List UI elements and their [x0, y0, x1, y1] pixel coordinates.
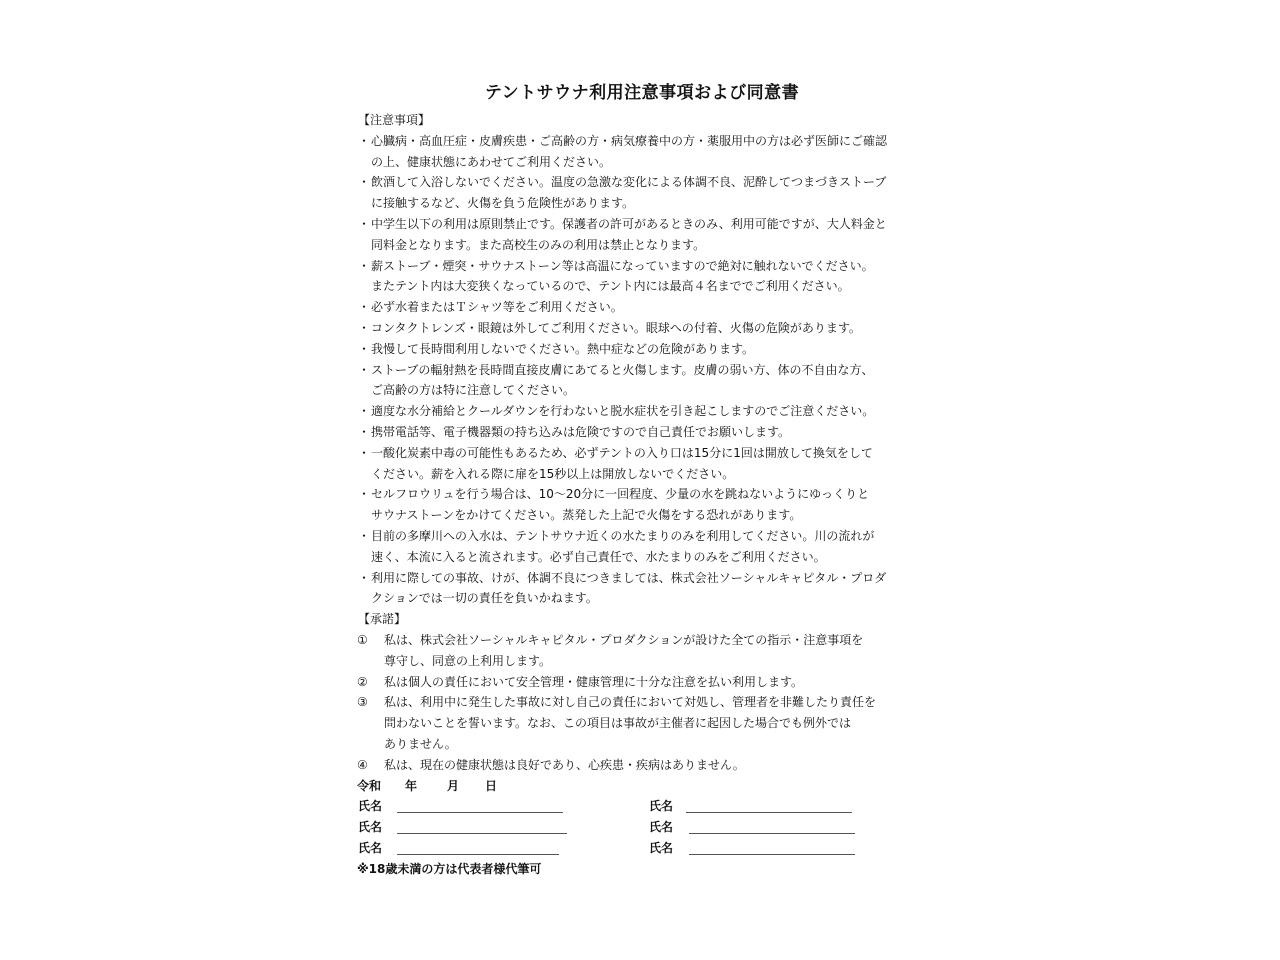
signature-line[interactable] [397, 854, 559, 855]
date-era: 令和 [357, 778, 382, 793]
bullet-mark: ・ [357, 445, 370, 460]
caution-text-continued: またテント内は大変狭くなっているので、テント内には最高４名まででご利用ください。 [371, 279, 850, 294]
caution-item [357, 214, 927, 235]
bullet-mark: ・ [357, 175, 370, 190]
date-year: 年 [405, 778, 418, 793]
caution-item [357, 256, 927, 277]
caution-text: 飲酒して入浴しないでください。温度の急激な変化による体調不良、泥酔してつまづきストーブ [371, 175, 887, 190]
bullet-mark: ・ [357, 487, 370, 502]
bullet-mark: ・ [357, 300, 370, 315]
signature-field-5[interactable] [358, 838, 382, 859]
date-month: 月 [447, 778, 460, 793]
pledge-number: ③ [357, 695, 368, 710]
pledge-item [357, 692, 927, 713]
caution-text: セルフロウリュを行う場合は、10〜20分に一回程度、少量の水を跳ねないようにゆっくりと [371, 487, 870, 502]
signature-line[interactable] [689, 854, 855, 855]
date-row [357, 776, 927, 797]
caution-text: 薪ストーブ・煙突・サウナストーン等は高温になっていますので絶対に触れないでください。 [371, 258, 874, 273]
caution-item [357, 443, 927, 464]
signature-line[interactable] [397, 833, 567, 834]
cautions-heading: 【注意事項】 [358, 113, 431, 127]
caution-item [357, 297, 927, 318]
caution-text-continued: の上、健康状態にあわせてご利用ください。 [371, 154, 612, 169]
caution-item [357, 172, 927, 193]
bullet-mark: ・ [357, 320, 370, 335]
pledge-text: 私は、株式会社ソーシャルキャピタル・プロダクションが設けた全ての指示・注意事項を [384, 632, 864, 647]
signature-field-2[interactable] [649, 796, 673, 817]
caution-item [357, 422, 927, 443]
pledge-item [357, 672, 927, 693]
document-title: テントサウナ利用注意事項および同意書 [484, 83, 800, 103]
bullet-mark: ・ [357, 341, 370, 356]
signature-label: 氏名 [649, 799, 674, 814]
caution-text: 必ず水着またはＴシャツ等をご利用ください。 [371, 300, 623, 315]
minor-note: ※18歳未満の方は代表者様代筆可 [357, 861, 542, 876]
bullet-mark: ・ [357, 528, 370, 543]
pledge-text: 私は個人の責任において安全管理・健康管理に十分な注意を払い利用します。 [384, 674, 804, 689]
pledge-item [357, 755, 927, 776]
bullet-mark: ・ [357, 570, 370, 585]
caution-item [357, 526, 927, 547]
signature-label: 氏名 [649, 820, 674, 835]
pledge-text-continued: 尊守し、同意の上利用します。 [384, 653, 552, 668]
pledge-text: 私は、現在の健康状態は良好であり、心疾患・疾病はありません。 [384, 757, 745, 772]
caution-text-continued: サウナストーンをかけてください。蒸発した上記で火傷をする恐れがあります。 [371, 508, 802, 523]
bullet-mark: ・ [357, 133, 370, 148]
caution-text: 利用に際しての事故、けが、体調不良につきましては、株式会社ソーシャルキャピタル・プロダ [371, 570, 887, 585]
caution-item [357, 401, 927, 422]
bullet-mark: ・ [357, 362, 370, 377]
signature-field-1[interactable] [358, 796, 382, 817]
signature-block [357, 796, 927, 858]
pledge-text: 私は、利用中に発生した事故に対し自己の責任において対処し、管理者を非難したり責任を [384, 695, 877, 710]
signature-label: 氏名 [358, 799, 383, 814]
pledge-text-continued: ありません。 [384, 736, 457, 751]
signature-line[interactable] [689, 833, 855, 834]
caution-text: 携帯電話等、電子機器類の持ち込みは危険ですので自己責任でお願いします。 [371, 424, 791, 439]
caution-text: ストーブの輻射熱を長時間直接皮膚にあてると火傷します。皮膚の弱い方、体の不自由な方、 [371, 362, 874, 377]
pledge-number: ① [357, 632, 368, 647]
caution-text-continued: に接触するなど、火傷を負う危険性があります。 [371, 196, 635, 211]
caution-item [357, 318, 927, 339]
signature-label: 氏名 [649, 840, 674, 855]
caution-item [357, 568, 927, 589]
caution-text: 一酸化炭素中毒の可能性もあるため、必ずテントの入り口は15分に1回は開放して換気をして [371, 445, 873, 460]
consent-heading: 【承諾】 [358, 612, 407, 627]
caution-text: 目前の多摩川への入水は、テントサウナ近くの水たまりのみを利用してください。川の流れが [371, 528, 875, 543]
consent-document [357, 80, 927, 879]
signature-field-4[interactable] [649, 817, 673, 838]
caution-text: 我慢して長時間利用しないでください。熱中症などの危険があります。 [371, 341, 755, 356]
caution-text: 中学生以下の利用は原則禁止です。保護者の許可があるときのみ、利用可能ですが、大人料金と [371, 216, 887, 231]
signature-field-3[interactable] [358, 817, 382, 838]
caution-text: 心臓病・高血圧症・皮膚疾患・ご高齢の方・病気療養中の方・薬服用中の方は必ず医師にご確認 [371, 133, 888, 148]
bullet-mark: ・ [357, 404, 370, 419]
caution-text-continued: 同料金となります。また高校生のみの利用は禁止となります。 [371, 237, 706, 252]
signature-label: 氏名 [358, 820, 383, 835]
pledge-number: ② [357, 674, 368, 689]
caution-text-continued: ください。薪を入れる際に扉を15秒以上は開放しないでください。 [371, 466, 735, 481]
bullet-mark: ・ [357, 258, 370, 273]
pledge-item [357, 630, 927, 651]
caution-item [357, 360, 927, 381]
signature-line[interactable] [397, 812, 563, 813]
caution-item [357, 484, 927, 505]
signature-label: 氏名 [358, 840, 383, 855]
signature-field-6[interactable] [649, 838, 673, 859]
caution-text: コンタクトレンズ・眼鏡は外してご利用ください。眼球への付着、火傷の危険があります。 [371, 320, 861, 335]
date-day: 日 [485, 778, 498, 793]
caution-text-continued: 速く、本流に入ると流されます。必ず自己責任で、水たまりのみをご利用ください。 [371, 549, 826, 564]
bullet-mark: ・ [357, 424, 370, 439]
pledges-list [357, 630, 927, 776]
caution-item [357, 131, 927, 152]
caution-text: 適度な水分補給とクールダウンを行わないと脱水症状を引き起こしますのでご注意ください。 [371, 404, 875, 419]
cautions-list [357, 131, 927, 609]
caution-text-continued: ご高齢の方は特に注意してください。 [371, 383, 576, 398]
bullet-mark: ・ [357, 216, 370, 231]
caution-text-continued: クションでは一切の責任を負いかねます。 [371, 591, 598, 606]
signature-line[interactable] [686, 812, 852, 813]
pledge-number: ④ [357, 757, 368, 772]
pledge-text-continued: 問わないことを誓います。なお、この項目は事故が主催者に起因した場合でも例外では [384, 716, 852, 731]
caution-item [357, 339, 927, 360]
